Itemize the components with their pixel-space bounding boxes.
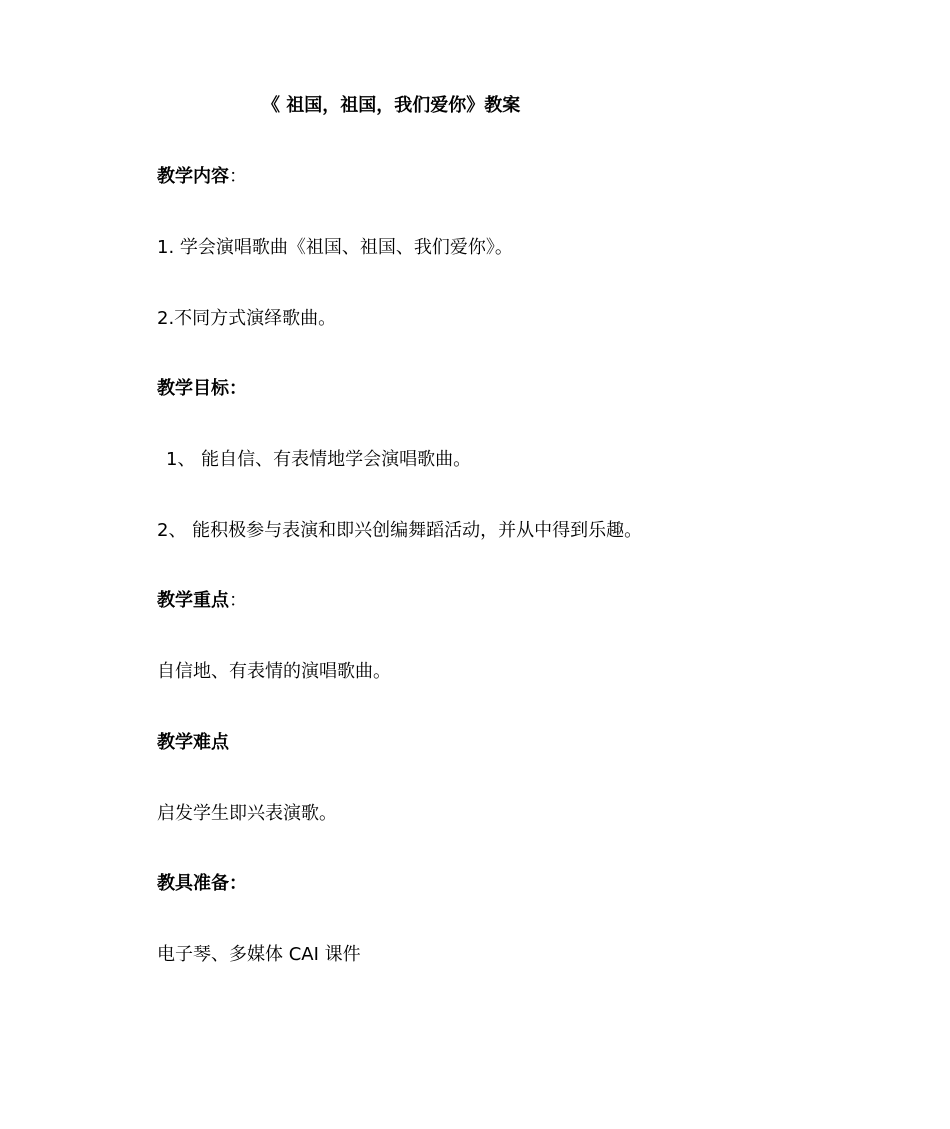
key-heading: 教学重点 xyxy=(157,590,229,611)
difficulty-heading: 教学难点 xyxy=(157,732,229,753)
difficulty-text: 启发学生即兴表演歌。 xyxy=(157,803,337,824)
key-text: 自信地、有表情的演唱歌曲。 xyxy=(157,661,391,682)
key-heading-line xyxy=(157,589,247,613)
content-heading-colon: ： xyxy=(229,166,247,187)
document-title: 《 祖国，祖国，我们爱你》教案 xyxy=(262,95,521,116)
content-item-2: 2.不同方式演绎歌曲。 xyxy=(157,308,337,329)
tools-text: 电子琴、多媒体 CAI 课件 xyxy=(157,944,361,965)
goals-heading: 教学目标： xyxy=(157,378,247,399)
content-heading-line xyxy=(157,165,247,189)
goal-item-1: 1、 能自信、有表情地学会演唱歌曲。 xyxy=(166,449,472,470)
tools-heading: 教具准备： xyxy=(157,873,247,894)
content-item-1: 1. 学会演唱歌曲《祖国、祖国、我们爱你》。 xyxy=(157,237,513,258)
goal-item-2: 2、 能积极参与表演和即兴创编舞蹈活动，并从中得到乐趣。 xyxy=(157,520,643,541)
content-heading: 教学内容 xyxy=(157,166,229,187)
key-heading-colon: ： xyxy=(229,590,247,611)
